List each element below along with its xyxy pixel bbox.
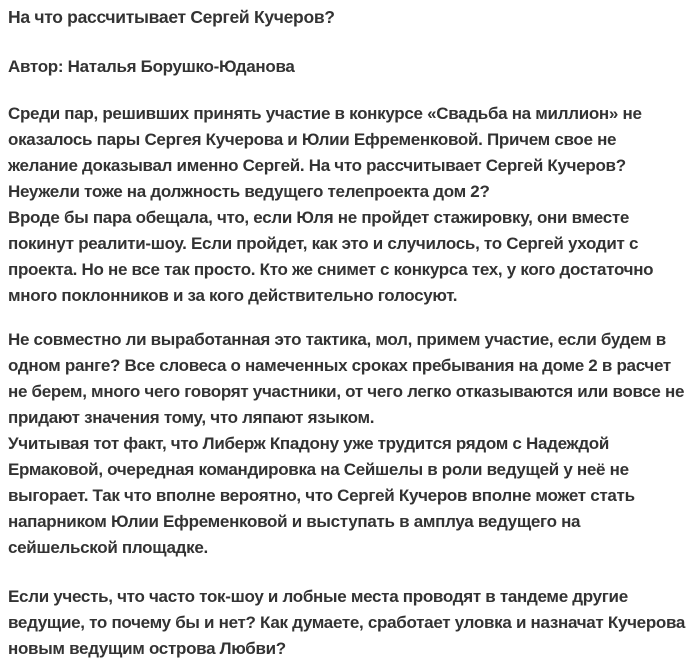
text-block-2 [8,327,690,561]
paragraph: Учитывая тот факт, что Либерж Кпадону уже трудится рядом с Надеждой Ермаковой, очередная командировка на Сейшелы в роли ведущей у неё не выгорает. Так что вполне вероятно, что Сергей Кучеров вполне может стать напарником Юлии Ефременковой и выступать в амплуа ведущего на сейшельской площадке. [8,434,635,557]
page-title: На что рассчитывает Сергей Кучеров? [8,7,335,27]
paragraph: Не совместно ли выработанная это тактика, мол, примем участие, если будем в одном ранге? Все словеса о намеченных сроках пребывания на доме 2 в расчет не берем, много чего говорят участники, от чего легко отказываются или вовсе не придают значения тому, что ляпают языком. [8,330,685,427]
paragraph: Если учесть, что часто ток-шоу и лобные места проводят в тандеме другие ведущие, то почему бы и нет? Как думаете, сработает уловка и назначат Кучерова новым ведущим острова Любви? [8,587,686,658]
author-line: Автор: Наталья Борушко-Юданова [8,57,295,76]
paragraph: Среди пар, решивших принять участие в конкурсе «Свадьба на миллион» не оказалось пары Сергея Кучерова и Юлии Ефременковой. Причем свое не желание доказывал именно Сергей. На что рассчитывает Сергей Кучеров? Неужели тоже на должность ведущего телепроекта дом 2? [8,104,642,201]
text-block-3 [8,584,690,662]
text-block-1 [8,101,690,309]
paragraph: Вроде бы пара обещала, что, если Юля не пройдет стажировку, они вместе покинут реалити-шоу. Если пройдет, как это и случилось, то Сергей уходит с проекта. Но не все так просто. Кто же снимет с конкурса тех, у кого достаточно много поклонников и за кого действительно голосуют. [8,208,654,305]
